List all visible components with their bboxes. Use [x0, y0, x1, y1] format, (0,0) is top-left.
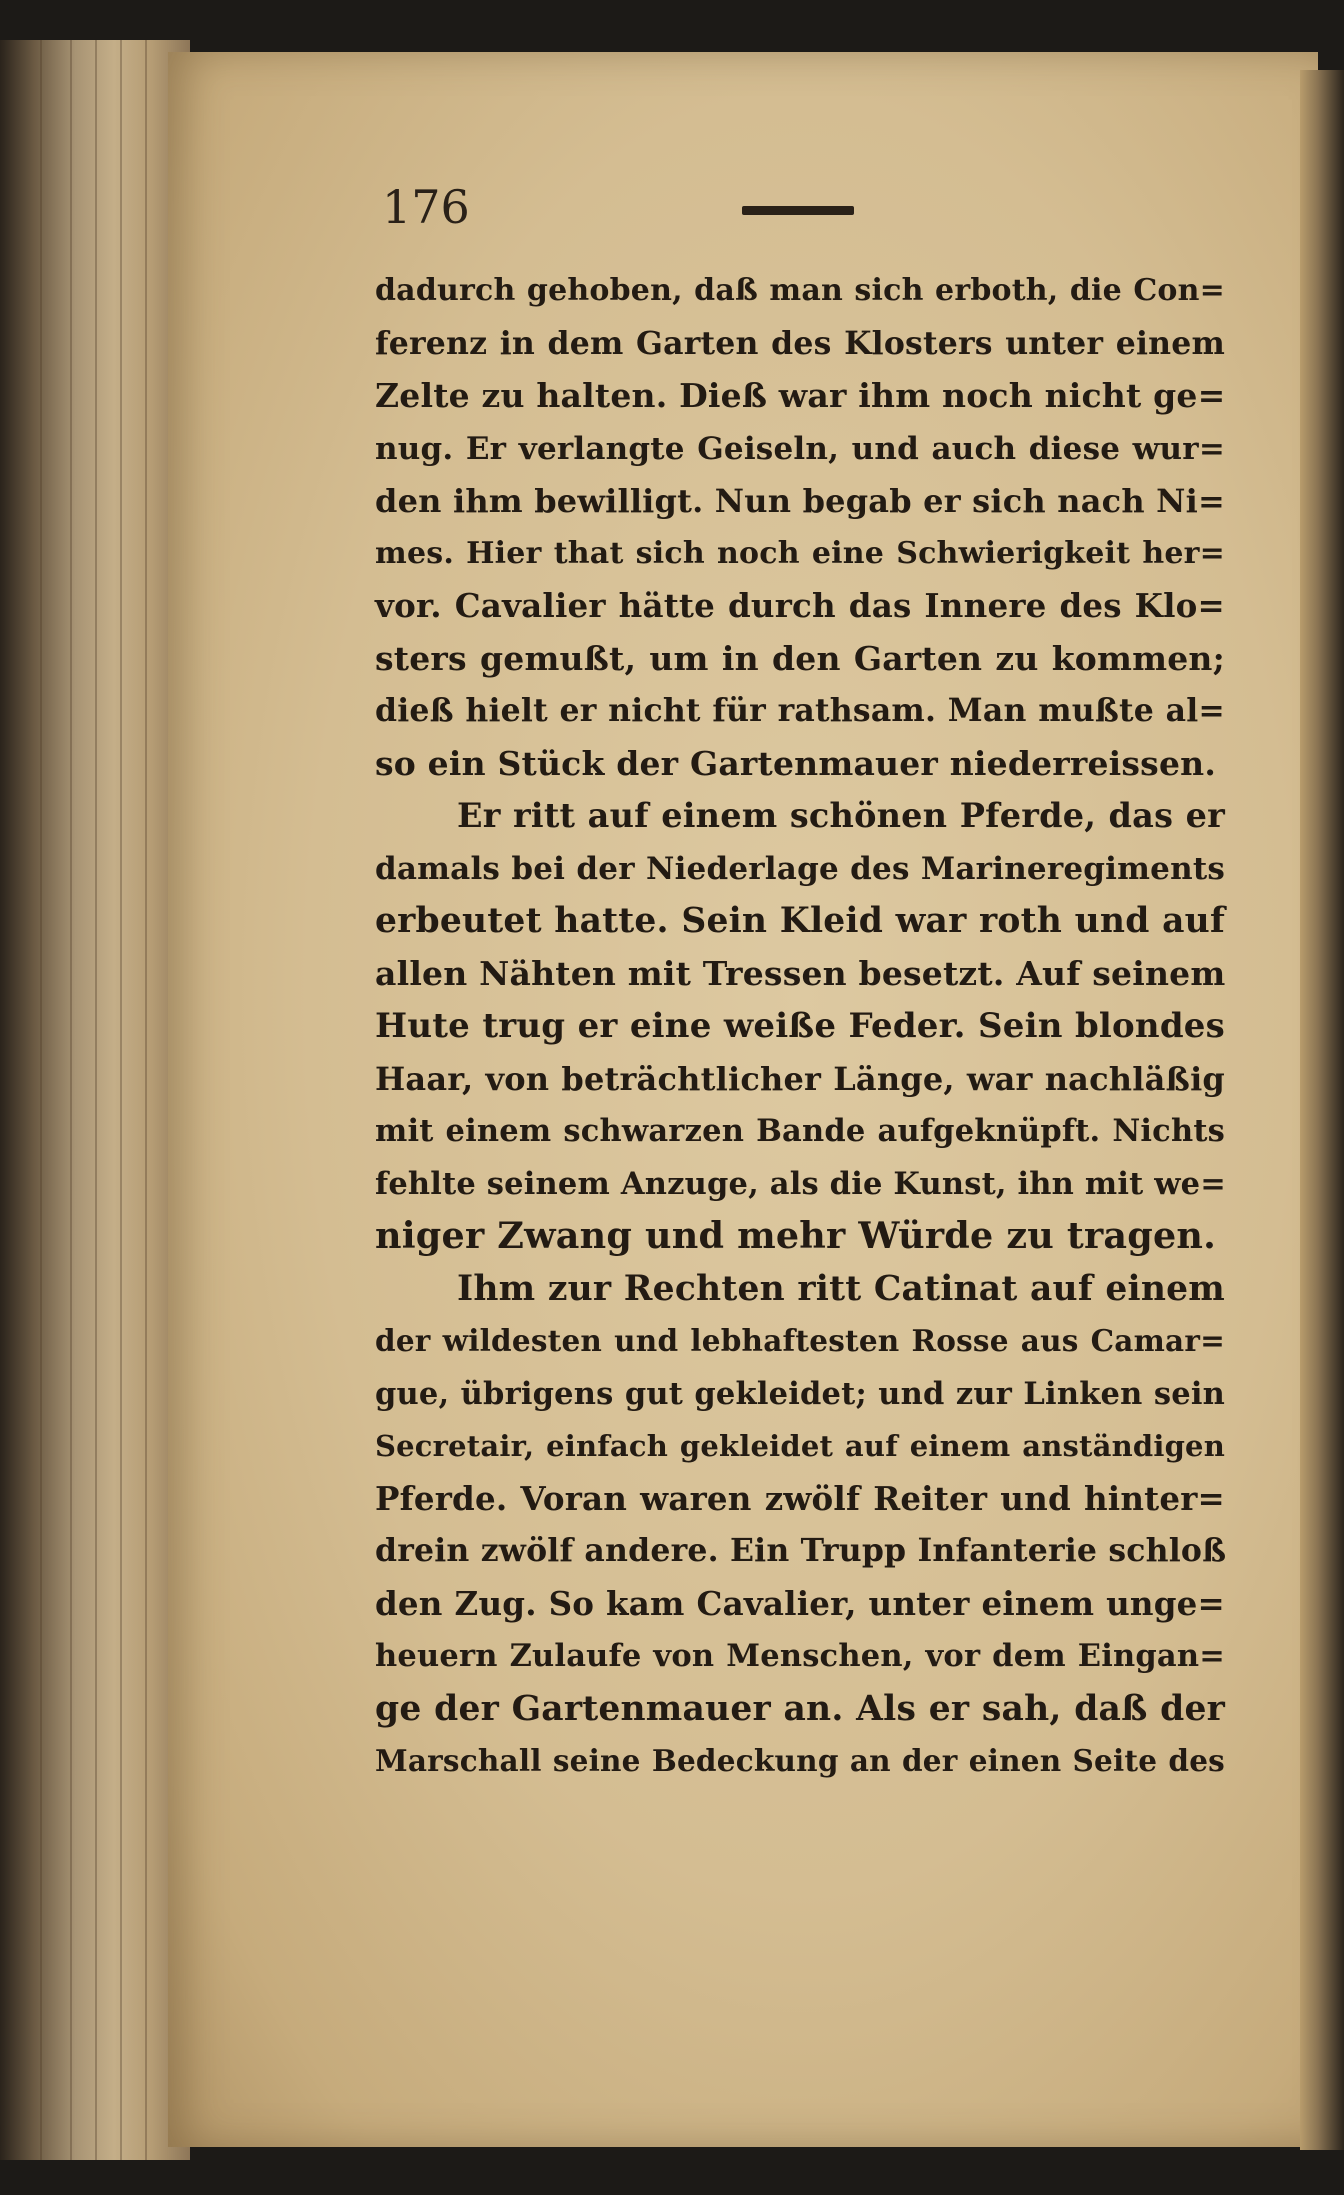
text-line: erbeutet hatte. Sein Kleid war roth und auf: [375, 901, 1225, 941]
text-line: Ihm zur Rechten ritt Catinat auf einem: [457, 1268, 1225, 1309]
text-line: so ein Stück der Gartenmauer niederreissen.: [375, 743, 1217, 783]
text-line: den ihm bewilligt. Nun begab er sich nach Ni=: [375, 482, 1225, 520]
text-line: fehlte seinem Anzuge, als die Kunst, ihn mit we=: [375, 1165, 1227, 1202]
page-stack-edge: [0, 40, 190, 2160]
text-line: vor. Cavalier hätte durch das Innere des Klo=: [375, 586, 1225, 625]
text-line: Er ritt auf einem schönen Pferde, das er: [457, 796, 1225, 835]
text-line: den Zug. So kam Cavalier, unter einem unge=: [375, 1583, 1225, 1623]
text-line: ferenz in dem Garten des Klosters unter einem: [375, 324, 1225, 362]
text-line: dieß hielt er nicht für rathsam. Man mußte al=: [375, 692, 1225, 729]
text-line: heuern Zulaufe von Menschen, vor dem Eingan=: [375, 1638, 1225, 1674]
text-line: drein zwölf andere. Ein Trupp Infanterie schloß: [375, 1532, 1227, 1569]
text-line: mit einem schwarzen Bande aufgeknüpft. Nichts: [375, 1113, 1225, 1149]
text-line: ge der Gartenmauer an. Als er sah, daß der: [375, 1688, 1225, 1729]
text-line: Marschall seine Bedeckung an der einen Seite des: [375, 1743, 1225, 1778]
text-line: dadurch gehoben, daß man sich erboth, die Con=: [375, 273, 1225, 308]
text-line: der wildesten und lebhaftesten Rosse aus Camar=: [375, 1323, 1225, 1358]
text-line: mes. Hier that sich noch eine Schwierigkeit her=: [375, 535, 1225, 571]
facing-page-edge: [1300, 70, 1344, 2150]
text-line: Pferde. Voran waren zwölf Reiter und hinter=: [375, 1478, 1225, 1518]
text-line: Secretair, einfach gekleidet auf einem anständigen: [375, 1429, 1225, 1463]
text-line: Zelte zu halten. Dieß war ihm noch nicht ge=: [375, 376, 1226, 415]
text-line: Hute trug er eine weiße Feder. Sein blondes: [375, 1006, 1225, 1046]
body-text: [375, 265, 1225, 1788]
text-line: sters gemußt, um in den Garten zu kommen;: [375, 638, 1225, 678]
page-number: 176: [382, 180, 470, 234]
text-line: nug. Er verlangte Geiseln, und auch diese wur=: [375, 430, 1225, 467]
header-rule: [742, 206, 854, 215]
text-line: damals bei der Niederlage des Marineregiments: [375, 850, 1225, 887]
text-line: allen Nähten mit Tressen besetzt. Auf seinem: [375, 953, 1226, 993]
text-line: niger Zwang und mehr Würde zu tragen.: [375, 1214, 1217, 1257]
text-line: gue, übrigens gut gekleidet; und zur Linken sein: [375, 1375, 1225, 1412]
text-line: Haar, von beträchtlicher Länge, war nachläßig: [375, 1059, 1225, 1098]
